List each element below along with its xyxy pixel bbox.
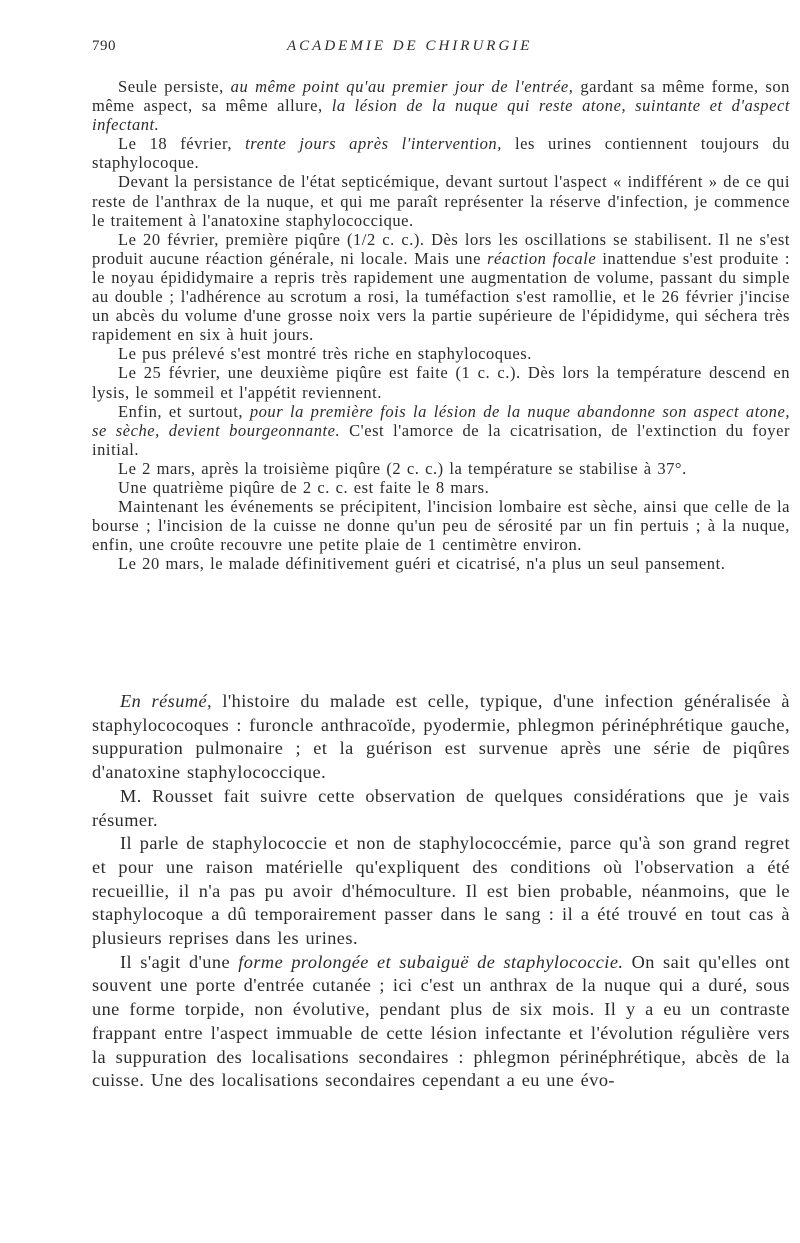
paragraph: Le 2 mars, après la troisième piqûre (2 c. c.) la température se stabilise à 37°. [118, 458, 687, 478]
paragraph: En résumé, l'histoire du malade est celle, typique, d'une infection généralisée à staphylococoques : furoncle anthracoïde, pyodermie, phlegmon périnéphrétique gauche, suppuration pulmonaire ; et la guérison est survenue après une série de piqûres d'anatoxine staphylococcique. [92, 691, 790, 783]
paragraph: Il parle de staphylococcie et non de staphylococcémie, parce qu'à son grand regret et pour une raison matérielle qu'expliquent des conditions où l'observation a été recueillie, il n'a pas pu avoir d'hémoculture. Il est bien probable, néanmoins, que le staphylocoque a dû temporairement passer dans le sang : il a été trouvé en tout cas à plusieurs reprises dans les urines. [92, 833, 790, 949]
paragraph: Une quatrième piqûre de 2 c. c. est faite le 8 mars. [118, 477, 490, 497]
paragraph: Le pus prélevé s'est montré très riche en staphylocoques. [118, 344, 532, 364]
paragraph: Maintenant les événements se précipitent, l'incision lombaire est sèche, ainsi que celle de la bourse ; l'incision de la cuisse ne donne qu'un peu de sérosité par un fin pertuis ; à la nuque, enfin, une croûte recouvre une petite plaie de 1 centimètre environ. [92, 497, 790, 555]
paragraph: Le 20 mars, le malade définitivement guéri et cicatrisé, n'a plus un seul pansement. [118, 554, 726, 574]
paragraph: M. Rousset fait suivre cette observation de quelques considérations que je vais résumer. [92, 785, 790, 830]
page-header [92, 38, 792, 58]
paragraph: Le 18 février, trente jours après l'intervention, les urines contiennent toujours du staphylocoque. [92, 134, 790, 173]
paragraph: Le 20 février, première piqûre (1/2 c. c.). Dès lors les oscillations se stabilisent. Il ne s'est produit aucune réaction générale, ni locale. Mais une réaction focale inattendue s'est produite : le noyau épididymaire a repris très rapidement une augmentation de volume, passant du simple au double ; l'adhérence au scrotum a rosi, la tuméfaction s'est ramollie, et le 26 février j'incise un abcès du volume d'une grosse noix vers la partie supérieure de l'épididyme, qui séchera très rapidement en six à huit jours. [92, 229, 790, 345]
discussion-text [92, 690, 790, 1093]
paragraph: Il s'agit d'une forme prolongée et subaiguë de staphylococcie. On sait qu'elles ont souvent une porte d'entrée cutanée ; ici c'est un anthrax de la nuque qui a duré, sous une forme torpide, non évolutive, pendant plus de six mois. Il y a eu un contraste frappant entre l'aspect immuable de cette lésion infectante et l'évolution régulière vers la suppuration des localisations secondaires : phlegmon périnéphrétique, abcès de la cuisse. Une des localisations secondaires cependant a eu une évo- [92, 951, 790, 1091]
paragraph: Devant la persistance de l'état septicémique, devant surtout l'aspect « indifférent » de ce qui reste de l'anthrax de la nuque, et qui me paraît représenter la réserve d'infection, je commence le traitement à l'anatoxine staphylococcique. [92, 172, 790, 230]
paragraph: Seule persiste, au même point qu'au premier jour de l'entrée, gardant sa même forme, son même aspect, sa même allure, la lésion de la nuque qui reste atone, suintante et d'aspect infectant. [92, 77, 790, 135]
paragraph: Enfin, et surtout, pour la première fois la lésion de la nuque abandonne son aspect atone, se sèche, devient bourgeonnante. C'est l'amorce de la cicatrisation, de l'extinction du foyer initial. [92, 401, 791, 459]
page-number: 790 [92, 38, 116, 54]
case-observation-text [92, 77, 790, 573]
running-title: ACADEMIE DE CHIRURGIE [287, 38, 533, 54]
paragraph: Le 25 février, une deuxième piqûre est faite (1 c. c.). Dès lors la température descend en lysis, le sommeil et l'appétit reviennent. [92, 363, 790, 402]
